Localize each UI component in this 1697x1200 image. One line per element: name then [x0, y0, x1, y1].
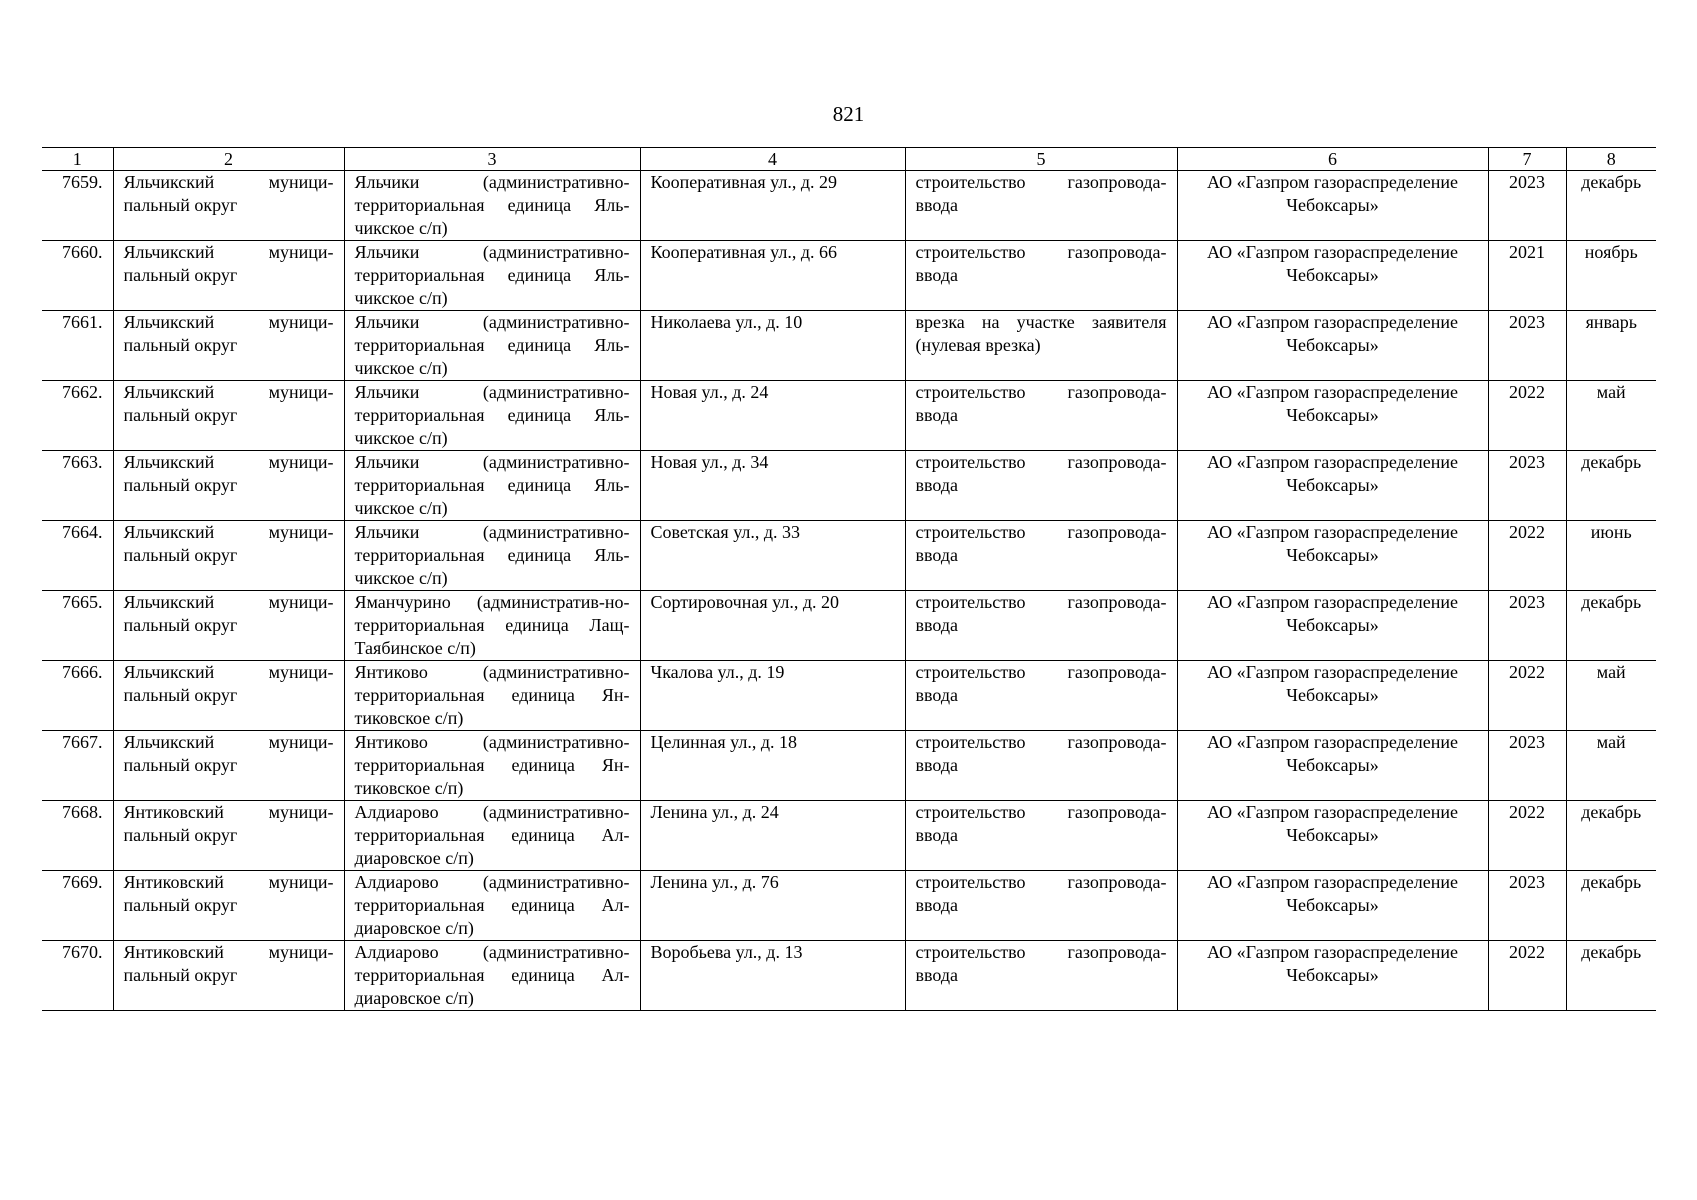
table-row [42, 171, 1656, 241]
work-type-cell: строительство газопровода-ввода [905, 451, 1177, 521]
column-header: 7 [1488, 148, 1566, 171]
year-cell: 2023 [1488, 591, 1566, 661]
work-type-cell: строительство газопровода-ввода [905, 941, 1177, 1011]
settlement-cell: Яманчурино (административ-но-территориальная единица Лащ-Таябинское с/п) [344, 591, 640, 661]
organization-cell: АО «Газпром газораспределение Чебоксары» [1177, 661, 1488, 731]
work-type-cell: строительство газопровода-ввода [905, 871, 1177, 941]
work-type-cell: строительство газопровода-ввода [905, 171, 1177, 241]
settlement-cell: Алдиарово (административно-территориальная единица Ал-диаровское с/п) [344, 941, 640, 1011]
district-cell: Яльчикский муници-пальный округ [113, 451, 344, 521]
table-row [42, 451, 1656, 521]
settlement-cell: Яльчики (административно-территориальная единица Яль-чикское с/п) [344, 521, 640, 591]
settlement-cell: Яльчики (административно-территориальная единица Яль-чикское с/п) [344, 451, 640, 521]
district-cell: Яльчикский муници-пальный округ [113, 311, 344, 381]
row-number-cell: 7662. [42, 381, 113, 451]
organization-cell: АО «Газпром газораспределение Чебоксары» [1177, 521, 1488, 591]
column-header: 3 [344, 148, 640, 171]
settlement-cell: Яльчики (административно-территориальная единица Яль-чикское с/п) [344, 381, 640, 451]
address-cell: Чкалова ул., д. 19 [640, 661, 905, 731]
organization-cell: АО «Газпром газораспределение Чебоксары» [1177, 451, 1488, 521]
address-cell: Кооперативная ул., д. 29 [640, 171, 905, 241]
table-row [42, 661, 1656, 731]
settlement-cell: Алдиарово (административно-территориальная единица Ал-диаровское с/п) [344, 801, 640, 871]
column-header: 8 [1566, 148, 1656, 171]
organization-cell: АО «Газпром газораспределение Чебоксары» [1177, 311, 1488, 381]
row-number-cell: 7661. [42, 311, 113, 381]
settlement-cell: Яльчики (административно-территориальная единица Яль-чикское с/п) [344, 311, 640, 381]
year-cell: 2021 [1488, 241, 1566, 311]
table-row [42, 871, 1656, 941]
address-cell: Советская ул., д. 33 [640, 521, 905, 591]
settlement-cell: Яльчики (административно-территориальная единица Яль-чикское с/п) [344, 241, 640, 311]
table-row [42, 591, 1656, 661]
address-cell: Воробьева ул., д. 13 [640, 941, 905, 1011]
month-cell: декабрь [1566, 801, 1656, 871]
settlement-cell: Янтиково (административно-территориальная единица Ян-тиковское с/п) [344, 661, 640, 731]
month-cell: май [1566, 661, 1656, 731]
address-cell: Целинная ул., д. 18 [640, 731, 905, 801]
address-cell: Новая ул., д. 34 [640, 451, 905, 521]
district-cell: Яльчикский муници-пальный округ [113, 241, 344, 311]
district-cell: Янтиковский муници-пальный округ [113, 941, 344, 1011]
column-header: 5 [905, 148, 1177, 171]
work-type-cell: строительство газопровода-ввода [905, 731, 1177, 801]
district-cell: Яльчикский муници-пальный округ [113, 521, 344, 591]
month-cell: декабрь [1566, 451, 1656, 521]
address-cell: Николаева ул., д. 10 [640, 311, 905, 381]
year-cell: 2023 [1488, 451, 1566, 521]
district-cell: Яльчикский муници-пальный округ [113, 731, 344, 801]
work-type-cell: строительство газопровода-ввода [905, 801, 1177, 871]
month-cell: декабрь [1566, 871, 1656, 941]
year-cell: 2022 [1488, 381, 1566, 451]
month-cell: январь [1566, 311, 1656, 381]
month-cell: ноябрь [1566, 241, 1656, 311]
address-cell: Ленина ул., д. 76 [640, 871, 905, 941]
month-cell: июнь [1566, 521, 1656, 591]
page-number: 821 [832, 102, 865, 126]
year-cell: 2022 [1488, 941, 1566, 1011]
year-cell: 2022 [1488, 661, 1566, 731]
month-cell: декабрь [1566, 941, 1656, 1011]
settlement-cell: Янтиково (административно-территориальная единица Ян-тиковское с/п) [344, 731, 640, 801]
row-number-cell: 7667. [42, 731, 113, 801]
table-row [42, 381, 1656, 451]
table-row [42, 241, 1656, 311]
column-number-row [42, 148, 1656, 171]
district-cell: Яльчикский муници-пальный округ [113, 171, 344, 241]
work-type-cell: врезка на участке заявителя (нулевая врезка) [905, 311, 1177, 381]
year-cell: 2023 [1488, 311, 1566, 381]
work-type-cell: строительство газопровода-ввода [905, 381, 1177, 451]
row-number-cell: 7660. [42, 241, 113, 311]
organization-cell: АО «Газпром газораспределение Чебоксары» [1177, 941, 1488, 1011]
district-cell: Яльчикский муници-пальный округ [113, 381, 344, 451]
month-cell: май [1566, 381, 1656, 451]
organization-cell: АО «Газпром газораспределение Чебоксары» [1177, 381, 1488, 451]
year-cell: 2023 [1488, 871, 1566, 941]
column-header: 4 [640, 148, 905, 171]
district-cell: Янтиковский муници-пальный округ [113, 871, 344, 941]
row-number-cell: 7670. [42, 941, 113, 1011]
district-cell: Яльчикский муници-пальный округ [113, 661, 344, 731]
organization-cell: АО «Газпром газораспределение Чебоксары» [1177, 591, 1488, 661]
organization-cell: АО «Газпром газораспределение Чебоксары» [1177, 871, 1488, 941]
organization-cell: АО «Газпром газораспределение Чебоксары» [1177, 241, 1488, 311]
row-number-cell: 7666. [42, 661, 113, 731]
address-cell: Сортировочная ул., д. 20 [640, 591, 905, 661]
year-cell: 2022 [1488, 521, 1566, 591]
table-row [42, 801, 1656, 871]
column-header: 1 [42, 148, 113, 171]
organization-cell: АО «Газпром газораспределение Чебоксары» [1177, 731, 1488, 801]
work-type-cell: строительство газопровода-ввода [905, 591, 1177, 661]
address-cell: Кооперативная ул., д. 66 [640, 241, 905, 311]
organization-cell: АО «Газпром газораспределение Чебоксары» [1177, 801, 1488, 871]
row-number-cell: 7659. [42, 171, 113, 241]
settlement-cell: Яльчики (административно-территориальная единица Яль-чикское с/п) [344, 171, 640, 241]
table-row [42, 521, 1656, 591]
work-type-cell: строительство газопровода-ввода [905, 661, 1177, 731]
district-cell: Яльчикский муници-пальный округ [113, 591, 344, 661]
row-number-cell: 7664. [42, 521, 113, 591]
month-cell: декабрь [1566, 171, 1656, 241]
district-cell: Янтиковский муници-пальный округ [113, 801, 344, 871]
row-number-cell: 7665. [42, 591, 113, 661]
address-cell: Ленина ул., д. 24 [640, 801, 905, 871]
row-number-cell: 7669. [42, 871, 113, 941]
work-type-cell: строительство газопровода-ввода [905, 521, 1177, 591]
month-cell: декабрь [1566, 591, 1656, 661]
row-number-cell: 7663. [42, 451, 113, 521]
table-row [42, 311, 1656, 381]
row-number-cell: 7668. [42, 801, 113, 871]
column-header: 2 [113, 148, 344, 171]
year-cell: 2023 [1488, 171, 1566, 241]
year-cell: 2023 [1488, 731, 1566, 801]
table-row [42, 941, 1656, 1011]
address-cell: Новая ул., д. 24 [640, 381, 905, 451]
organization-cell: АО «Газпром газораспределение Чебоксары» [1177, 171, 1488, 241]
month-cell: май [1566, 731, 1656, 801]
column-header: 6 [1177, 148, 1488, 171]
work-type-cell: строительство газопровода-ввода [905, 241, 1177, 311]
year-cell: 2022 [1488, 801, 1566, 871]
settlement-cell: Алдиарово (административно-территориальная единица Ал-диаровское с/п) [344, 871, 640, 941]
gasification-schedule-table [42, 147, 1656, 1011]
table-row [42, 731, 1656, 801]
